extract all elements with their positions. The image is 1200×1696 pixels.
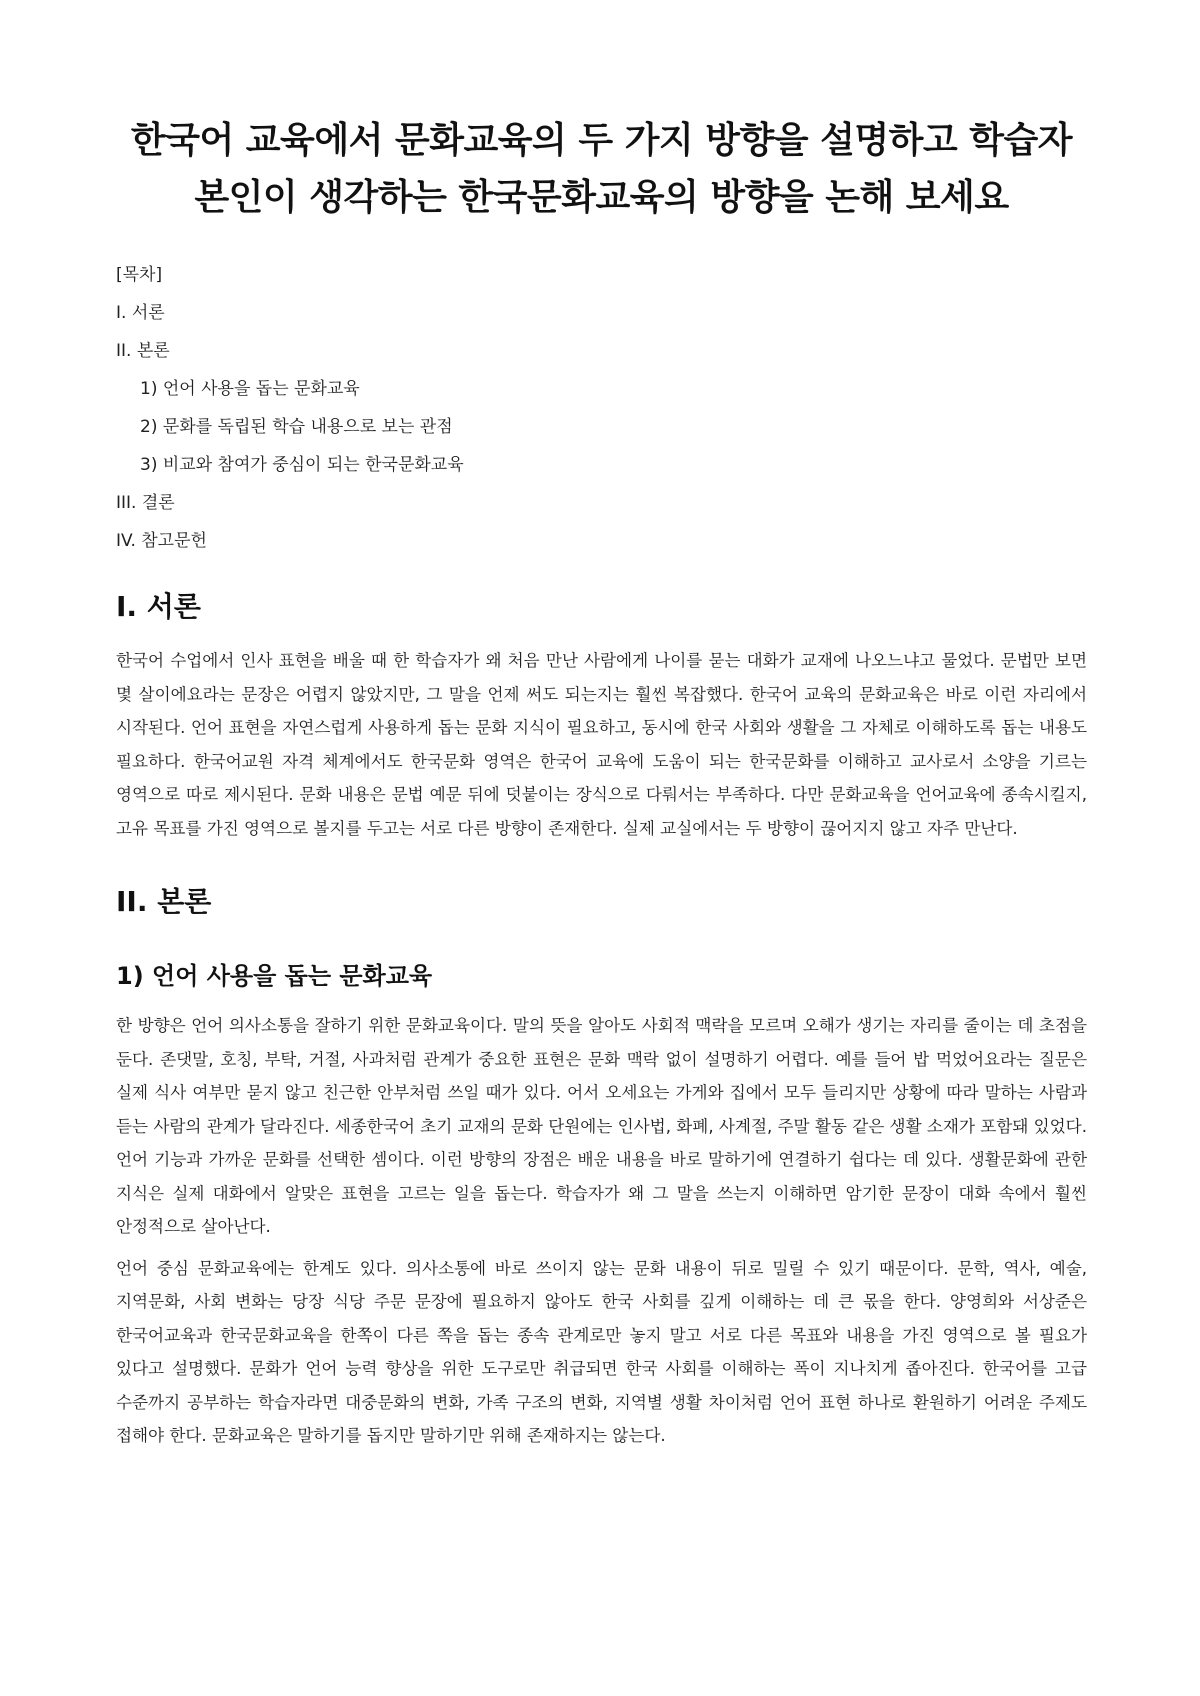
body-paragraph-1: 한 방향은 언어 의사소통을 잘하기 위한 문화교육이다. 말의 뜻을 알아도 사회적 맥락을 모르며 오해가 생기는 자리를 줄이는 데 초점을 둔다. 존댓말, 호칭, 부탁, 거절, 사과처럼 관계가 중요한 표현은 문화 맥락 없이 설명하기 어렵다. 예를 들어 밥 먹었어요라는 질문은 실제 식사 여부만 묻지 않고 친근한 안부처럼 쓰일 때가 있다. 어서 오세요는 가게와 집에서 모두 들리지만 상황에 따라 말하는 사람과 듣는 사람의 관계가 달라진다. 세종한국어 초기 교재의 문화 단원에는 인사법, 화폐, 사계절, 주말 활동 같은 생활 소재가 포함돼 있었다. 언어 기능과 가까운 문화를 선택한 셈이다. 이런 방향의 장점은 배운 내용을 바로 말하기에 연결하기 쉽다는 데 있다. 생활문화에 관한 지식은 실제 대화에서 알맞은 표현을 고르는 일을 돕는다. 학습자가 왜 그 말을 쓰는지 이해하면 암기한 문장이 대화 속에서 훨씬 안정적으로 살아난다. [116,1016,1087,1236]
section-body [116,883,1087,1453]
subsection-language-use [116,959,1087,1453]
subsection-heading-1: 1) 언어 사용을 돕는 문화교육 [116,962,433,990]
intro-paragraph: 한국어 수업에서 인사 표현을 배울 때 한 학습자가 왜 처음 만난 사람에게 나이를 묻는 대화가 교재에 나오느냐고 물었다. 문법만 보면 몇 살이에요라는 문장은 어렵지 않았지만, 그 말을 언제 써도 되는지는 훨씬 복잡했다. 한국어 교육의 문화교육은 바로 이런 자리에서 시작된다. 언어 표현을 자연스럽게 사용하게 돕는 문화 지식이 필요하고, 동시에 한국 사회와 생활을 그 자체로 이해하도록 돕는 내용도 필요하다. 한국어교원 자격 체계에서도 한국문화 영역은 한국어 교육에 도움이 되는 한국문화를 이해하고 교사로서 소양을 기르는 영역으로 따로 제시된다. 문화 내용은 문법 예문 뒤에 덧붙이는 장식으로 다뤄서는 부족하다. 다만 문화교육을 언어교육에 종속시킬지, 고유 목표를 가진 영역으로 볼지를 두고는 서로 다른 방향이 존재한다. 실제 교실에서는 두 방향이 끊어지지 않고 자주 만난다. [116,651,1087,838]
toc-item-body-3: 3) 비교와 참여가 중심이 되는 한국문화교육 [140,455,464,475]
spacer [116,853,1087,883]
toc-item-body-2: 2) 문화를 독립된 학습 내용으로 보는 관점 [140,417,453,437]
toc-item-body: II. 본론 [116,341,170,361]
spacer [116,939,1087,959]
table-of-contents [116,256,1087,560]
section-heading-body: II. 본론 [116,885,212,918]
document-title: 한국어 교육에서 문화교육의 두 가지 방향을 설명하고 학습자 본인이 생각하는 한국문화교육의 방향을 논해 보세요 [130,120,1073,218]
section-heading-intro: I. 서론 [116,590,201,623]
body-paragraph-2: 언어 중심 문화교육에는 한계도 있다. 의사소통에 바로 쓰이지 않는 문화 내용이 뒤로 밀릴 수 있기 때문이다. 문학, 역사, 예술, 지역문화, 사회 변화는 당장 식당 주문 문장에 필요하지 않아도 한국 사회를 깊게 이해하는 데 큰 몫을 한다. 양영희와 서상준은 한국어교육과 한국문화교육을 한쪽이 다른 쪽을 돕는 종속 관계로만 놓지 말고 서로 다른 목표와 내용을 가진 영역으로 볼 필요가 있다고 설명했다. 문화가 언어 능력 향상을 위한 도구로만 취급되면 한국 사회를 이해하는 폭이 지나치게 좁아진다. 한국어를 고급 수준까지 공부하는 학습자라면 대중문화의 변화, 가족 구조의 변화, 지역별 생활 차이처럼 언어 표현 하나로 환원하기 어려운 주제도 접해야 한다. 문화교육은 말하기를 돕지만 말하기만 위해 존재하지는 않는다. [116,1258,1087,1445]
toc-item-references: IV. 참고문헌 [116,531,207,551]
toc-item-body-1: 1) 언어 사용을 돕는 문화교육 [140,379,360,399]
toc-item-conclusion: III. 결론 [116,493,175,513]
section-intro [116,588,1087,845]
toc-item-intro: I. 서론 [116,303,165,323]
toc-heading: [목차] [116,265,163,285]
